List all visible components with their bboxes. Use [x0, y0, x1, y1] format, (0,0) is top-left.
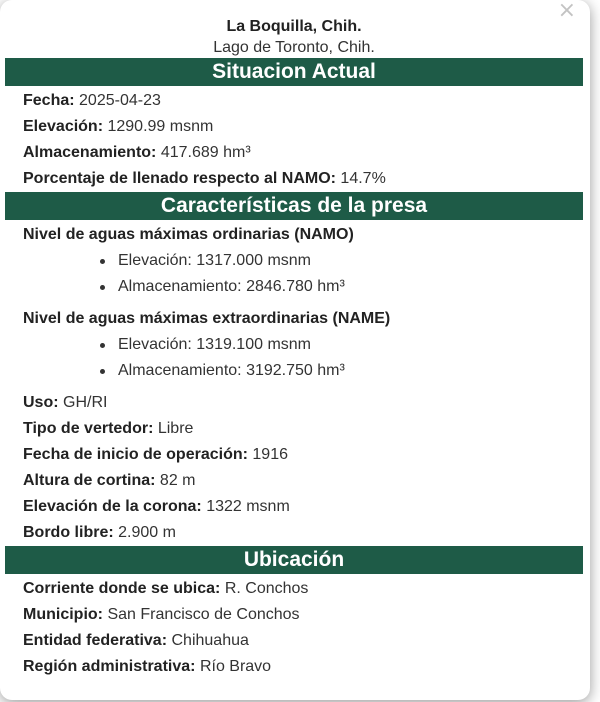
almacenamiento-value: 417.689 hm³: [160, 144, 251, 161]
section-header-ubicacion: Ubicación: [5, 546, 583, 574]
row-uso: [5, 390, 583, 416]
row-cortina: [5, 468, 583, 494]
municipio-value: San Francisco de Conchos: [107, 606, 300, 623]
row-fecha: [5, 88, 583, 114]
row-corona: [5, 494, 583, 520]
row-inicio-operacion: [5, 442, 583, 468]
popup-content: [5, 16, 583, 680]
elevacion-value: 1290.99 msnm: [107, 118, 214, 135]
name-title: Nivel de aguas máximas extraordinarias (NAME): [23, 310, 391, 327]
almacenamiento-label: Almacenamiento:: [23, 144, 157, 161]
inicio-value: 1916: [252, 446, 288, 463]
corona-value: 1322 msnm: [206, 498, 290, 515]
entidad-value: Chihuahua: [171, 632, 249, 649]
row-region: [5, 654, 583, 680]
cortina-value: 82 m: [159, 472, 196, 489]
row-municipio: [5, 602, 583, 628]
vertedor-label: Tipo de vertedor:: [23, 420, 154, 437]
row-almacenamiento: [5, 140, 583, 166]
fecha-value: 2025-04-23: [79, 92, 161, 109]
inicio-label: Fecha de inicio de operación:: [23, 446, 248, 463]
region-label: Región administrativa:: [23, 658, 196, 675]
row-entidad: [5, 628, 583, 654]
porcentaje-label: Porcentaje de llenado respecto al NAMO:: [23, 170, 336, 187]
region-value: Río Bravo: [199, 658, 272, 675]
list-item: Elevación: 1319.100 msnm: [118, 332, 583, 358]
corriente-value: R. Conchos: [224, 580, 309, 597]
dam-subtitle: Lago de Toronto, Chih.: [213, 39, 375, 56]
bordo-label: Bordo libre:: [23, 524, 114, 541]
uso-label: Uso:: [23, 394, 59, 411]
namo-title: Nivel de aguas máximas ordinarias (NAMO): [23, 226, 354, 243]
uso-value: GH/RI: [63, 394, 108, 411]
row-elevacion: [5, 114, 583, 140]
fecha-label: Fecha:: [23, 92, 75, 109]
entidad-label: Entidad federativa:: [23, 632, 168, 649]
row-porcentaje: [5, 166, 583, 192]
list-item: Almacenamiento: 3192.750 hm³: [118, 358, 583, 384]
municipio-label: Municipio:: [23, 606, 103, 623]
row-vertedor: [5, 416, 583, 442]
section-header-situacion: Situacion Actual: [5, 58, 583, 86]
dam-title: La Boquilla, Chih.: [226, 18, 362, 35]
row-corriente: [5, 576, 583, 602]
corriente-label: Corriente donde se ubica:: [23, 580, 221, 597]
list-item: Almacenamiento: 2846.780 hm³: [118, 274, 583, 300]
section-header-caracteristicas: Características de la presa: [5, 192, 583, 220]
list-item: Elevación: 1317.000 msnm: [118, 248, 583, 274]
row-bordo: [5, 520, 583, 546]
elevacion-label: Elevación:: [23, 118, 104, 135]
porcentaje-value: 14.7%: [340, 170, 386, 187]
cortina-label: Altura de cortina:: [23, 472, 156, 489]
bordo-value: 2.900 m: [118, 524, 176, 541]
name-list: [5, 332, 583, 384]
vertedor-value: Libre: [157, 420, 194, 437]
corona-label: Elevación de la corona:: [23, 498, 202, 515]
namo-list: [5, 248, 583, 300]
close-icon[interactable]: ×: [557, 0, 576, 23]
